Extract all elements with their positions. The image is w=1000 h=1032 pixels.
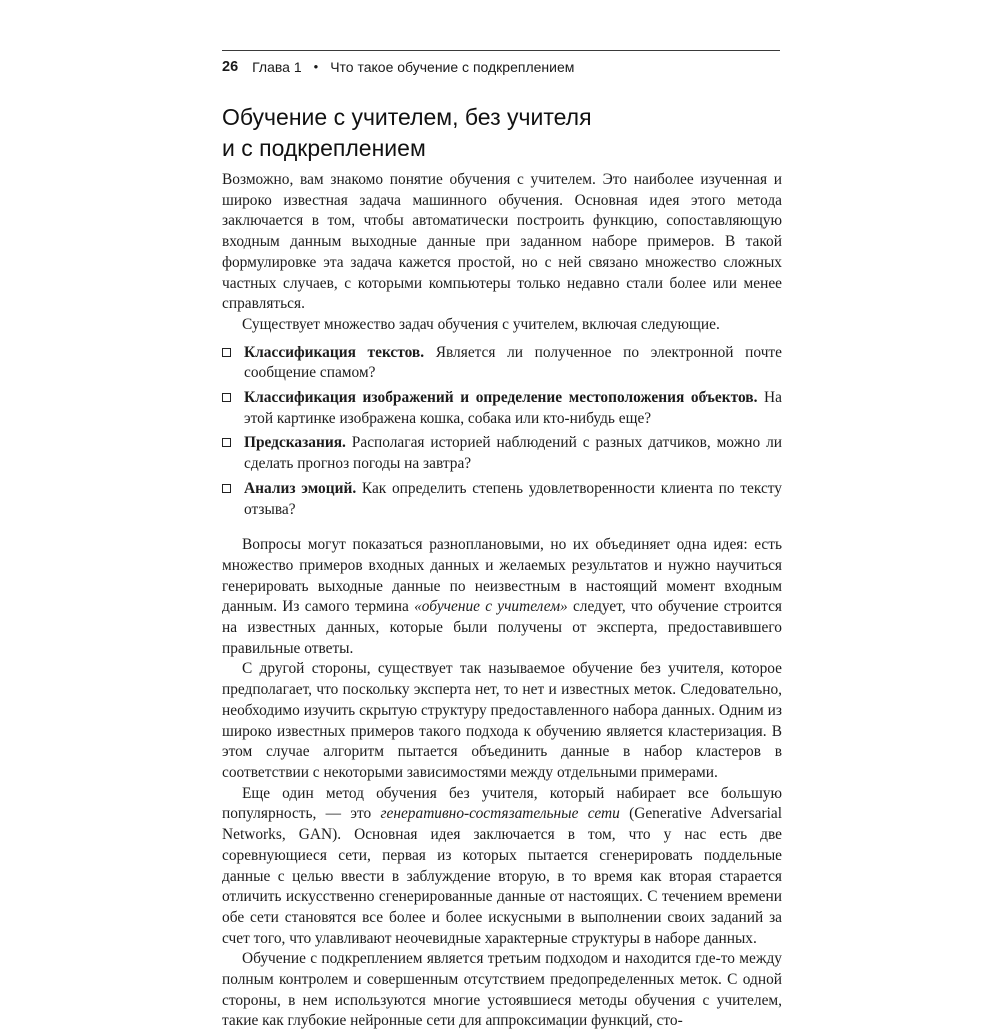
list-item-text: Располагая историей наблюдений с разных датчиков, можно ли сделать прогноз погоды на завтра? <box>244 434 782 473</box>
page-body <box>222 170 782 1032</box>
page-number: 26 <box>222 58 239 75</box>
list-item-term: Предсказания. <box>244 434 346 452</box>
list-item <box>222 388 782 429</box>
chapter-title: Что такое обучение с подкреплением <box>330 58 575 75</box>
list-item-text: Является ли полученное по электронной почте сообщение спамом? <box>244 343 782 382</box>
paragraph-5-end: (Generative Adversarial Networks, GAN). Основная идея заключается в том, что у нас есть две соревнующиеся сети, первая из которых пытается сгенерировать поддельные данные с целью ввести в заблуждение вторую, в то время как вторая старается отличить искусственно сгенерированные данные от настоящих. С течением времени обе сети становятся все более и более искусными в выполнении своих заданий за счет того, что улавливают неочевидные характерные структуры в наборе данных. <box>222 805 782 947</box>
paragraph-5-text: Еще один метод обучения без учителя, который набирает все большую популярность, — это <box>222 784 782 823</box>
paragraph-5 <box>222 784 782 950</box>
chapter-label: Глава 1 <box>252 58 302 75</box>
paragraph-5-italic: генеративно-состязательные сети <box>380 805 620 823</box>
list-item <box>222 433 782 474</box>
paragraph-4: С другой стороны, существует так называемое обучение без учителя, которое предполагает, что поскольку эксперта нет, то нет и известных меток. Следовательно, необходимо изучить скрытую структуру предоставленного набора данных. Одним из широко известных примеров такого подхода к обучению является кластеризация. В этом случае алгоритм пытается объединить данные в набор кластеров в соответствии с некоторыми зависимостями между отдельными примерами. <box>222 660 782 781</box>
paragraph-3-italic: «обучение с учителем» <box>414 598 568 616</box>
checkbox-bullet-icon <box>222 484 231 493</box>
section-title <box>222 102 782 164</box>
list-item-term: Классификация текстов. <box>244 343 425 361</box>
list-item-term: Классификация изображений и определение местоположения объектов. <box>244 389 758 407</box>
task-list <box>222 343 782 521</box>
section-title-line2: и с подкреплением <box>222 135 426 161</box>
checkbox-bullet-icon <box>222 438 231 447</box>
header-bullet: • <box>313 59 319 74</box>
list-item <box>222 343 782 384</box>
checkbox-bullet-icon <box>222 348 231 357</box>
paragraph-6: Обучение с подкреплением является третьим подходом и находится где-то между полным контролем и совершенным отсутствием предопределенных меток. С одной стороны, в нем используются многие устоявшиеся методы обучения с учителем, такие как глубокие нейронные сети для аппроксимации функций, сто- <box>222 950 782 1030</box>
running-header <box>222 50 780 78</box>
list-item-text: На этой картинке изображена кошка, собака или кто-нибудь еще? <box>244 389 783 427</box>
list-item <box>222 479 782 520</box>
list-item-text: Как определить степень удовлетворенности клиента по тексту отзыва? <box>244 479 782 518</box>
checkbox-bullet-icon <box>222 393 231 402</box>
section-title-line1: Обучение с учителем, без учителя <box>222 104 592 130</box>
paragraph-3-end: следует, что обучение строится на известных данных, которые были получены от эксперта, предоставившего правильные ответы. <box>222 598 782 657</box>
list-item-term: Анализ эмоций. <box>244 479 357 497</box>
paragraph-2: Существует множество задач обучения с учителем, включая следующие. <box>242 315 720 333</box>
paragraph-3-text: Вопросы могут показаться разноплановыми, но их объединяет одна идея: есть множество примеров входных данных и желаемых результатов и нужно научиться генерировать выходные данные по неизвестным в настоящий момент входным данным. Из самого термина <box>222 536 782 616</box>
paragraph-1: Возможно, вам знакомо понятие обучения с учителем. Это наиболее изученная и широко известная задача машинного обучения. Основная идея этого метода заключается в том, чтобы автоматически построить функцию, сопоставляющую входным данным выходные данные при заданном наборе примеров. В такой формулировке эта задача кажется простой, но с ней связано множество сложных частных случаев, с которыми компьютеры только недавно стали более или менее справляться. <box>222 171 782 313</box>
paragraph-3 <box>222 535 782 659</box>
